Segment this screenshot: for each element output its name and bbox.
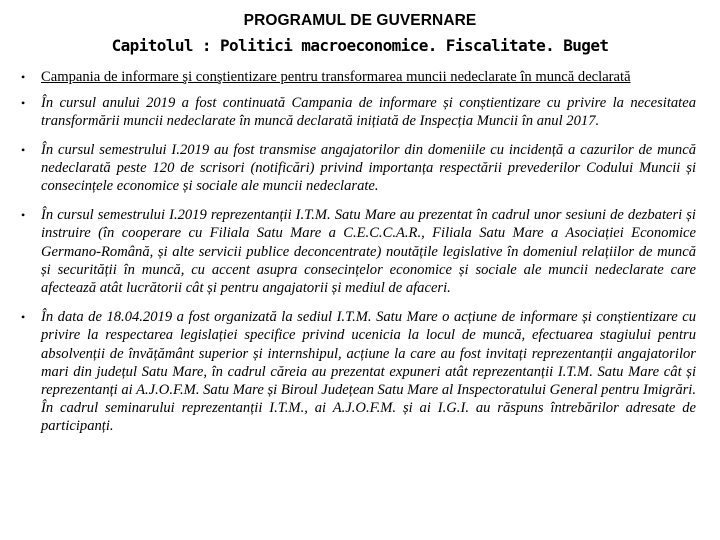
bullet-text: Campania de informare şi conştientizare pentru transformarea muncii nedeclarate în muncă declarată	[41, 69, 631, 85]
bullet-item-information-action	[0, 308, 720, 435]
bullet-icon: •	[21, 310, 26, 325]
bullet-item-campaign-2019	[0, 94, 720, 130]
bullet-item-debate-sessions	[0, 206, 720, 297]
bullet-text: În data de 18.04.2019 a fost organizată la sediul I.T.M. Satu Mare o acțiune de informare și conștientizare cu privire la respectarea legislației specifice privind ucenicia la locul de muncă, efectuarea stagiului pentru absolvenții de învățământ superior și internshipul, acțiune la care au fost invitați reprezentanții angajatorilor mari din județul Satu Mare, în cadrul căreia au prezentat expuneri atât reprezentanții I.T.M. Satu Mare cât și reprezentanți ai A.J.O.F.M. Satu Mare și Biroul Județean Satu Mare al Inspectoratului General pentru Imigrări. În cadrul seminarului reprezentanții I.T.M., ai A.J.O.F.M. și ai I.G.I. au răspuns întrebărilor adresate de participanți.	[41, 309, 697, 435]
bullet-item-notifications	[0, 141, 720, 196]
bullet-icon: •	[21, 208, 26, 223]
bullet-icon: •	[21, 96, 26, 111]
bullet-text: În cursul anului 2019 a fost continuată Campania de informare și conștientizare cu privire la necesitatea transformării muncii nedeclarate în muncă declarată inițiată de Inspecția Muncii în anul 2017.	[41, 95, 696, 130]
bullet-icon: •	[21, 142, 26, 157]
program-title: PROGRAMUL DE GUVERNARE	[243, 12, 477, 29]
chapter-title: Capitolul : Politici macroeconomice. Fiscalitate. Buget	[111, 36, 609, 55]
bullet-text: În cursul semestrului I.2019 reprezentanții I.T.M. Satu Mare au prezentat în cadrul unor sesiuni de dezbateri și instruire (în cooperare cu Filiala Satu Mare a C.E.C.C.A.R., Filiala Satu Mare a Asociației Economice Germano-Română, și alte servicii publice deconcentrate) noutățile legislative în domeniul relațiilor de muncă și securității în muncă, cu accent asupra consecințelor economice și sociale ale muncii nedeclarate care afectează atât lucrătorii cât și pentru angajatorii și mediul de afaceri.	[41, 207, 696, 297]
bullet-icon: •	[21, 70, 26, 84]
bullet-item-campaign-heading	[0, 68, 720, 86]
bullet-text: În cursul semestrului I.2019 au fost transmise angajatorilor din domeniile cu incidență a cazurilor de muncă nedeclarată peste 120 de scrisori (notificări) privind importanța respectării prevederilor Codului Muncii și consecințele economice și sociale ale muncii nedeclarate.	[41, 141, 696, 195]
bullet-list	[0, 68, 720, 436]
